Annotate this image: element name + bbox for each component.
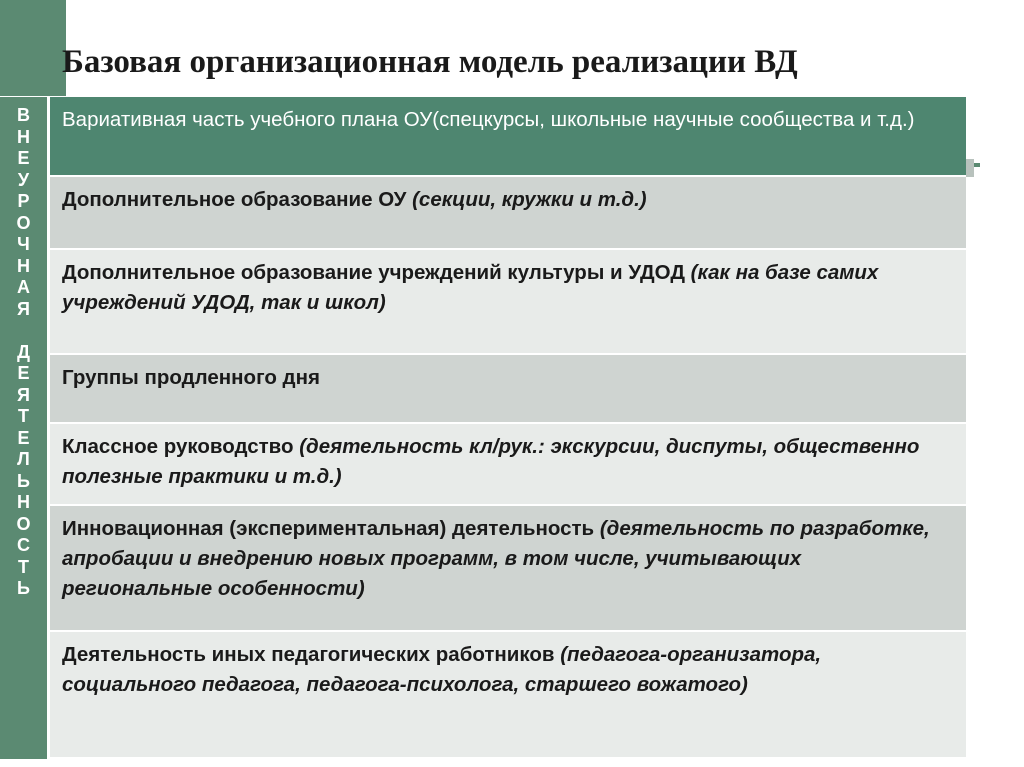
activities-table bbox=[50, 97, 966, 759]
side-letter: Ь bbox=[17, 470, 30, 491]
side-letter: Р bbox=[17, 191, 30, 211]
side-letter: О bbox=[16, 513, 31, 534]
row-detail-text: (педагога-организатора, социального педагога, педагога-психолога, старшего вожатого) bbox=[62, 643, 822, 696]
row-main-text: Дополнительное образование учреждений культуры и УДОД bbox=[62, 261, 691, 284]
side-letter: Л bbox=[17, 449, 30, 469]
side-label-panel bbox=[0, 97, 47, 759]
side-letter: В bbox=[17, 105, 30, 125]
side-letter: А bbox=[17, 277, 30, 297]
row-main-text: Вариативная часть учебного плана ОУ(спецкурсы, школьные научные сообщества и т.д.) bbox=[62, 108, 915, 131]
row-detail-text: (деятельность кл/рук.: экскурсии, диспуты, общественно полезные практики и т.д.) bbox=[62, 435, 920, 488]
decorative-tick bbox=[966, 159, 974, 177]
page-title: Базовая организационная модель реализации ВД bbox=[62, 44, 798, 80]
side-letter: Т bbox=[18, 556, 29, 577]
row-detail-text: (деятельность по разработке, апробации и внедрению новых программ, в том числе, учитывающих региональные особенности) bbox=[62, 517, 930, 600]
table-row-header bbox=[50, 97, 966, 177]
side-letter: Н bbox=[17, 255, 30, 276]
row-main-text: Инновационная (экспериментальная) деятельность bbox=[62, 517, 600, 540]
accent-block bbox=[0, 0, 66, 96]
side-letter: С bbox=[17, 535, 30, 555]
side-letter: У bbox=[17, 169, 30, 190]
table-row bbox=[50, 250, 966, 355]
row-main-text: Группы продленного дня bbox=[62, 366, 320, 389]
row-detail-text: (секции, кружки и т.д.) bbox=[412, 188, 647, 211]
side-letter: О bbox=[16, 212, 31, 233]
row-main-text: Классное руководство bbox=[62, 435, 300, 458]
row-detail-text: (как на базе самих учреждений УДОД, так и школ) bbox=[62, 261, 879, 314]
side-letter: Н bbox=[17, 126, 30, 147]
table-row bbox=[50, 506, 966, 632]
side-letter: Е bbox=[17, 148, 30, 168]
side-letter: Ь bbox=[17, 578, 30, 598]
side-letter: Ч bbox=[17, 234, 30, 254]
side-letter: Я bbox=[17, 384, 30, 405]
side-letter: Д bbox=[17, 341, 30, 362]
table-row bbox=[50, 355, 966, 424]
side-letter: Е bbox=[17, 363, 30, 383]
side-letter: Е bbox=[17, 427, 30, 448]
side-letter: Т bbox=[18, 406, 29, 426]
decorative-tick bbox=[974, 163, 980, 167]
row-main-text: Дополнительное образование ОУ bbox=[62, 188, 413, 211]
table-row bbox=[50, 632, 966, 759]
side-letter: Я bbox=[17, 298, 30, 319]
side-letter: Н bbox=[17, 492, 30, 512]
row-main-text: Деятельность иных педагогических работников bbox=[62, 643, 561, 666]
table-row bbox=[50, 177, 966, 250]
table-row bbox=[50, 424, 966, 506]
side-letter bbox=[0, 320, 47, 342]
